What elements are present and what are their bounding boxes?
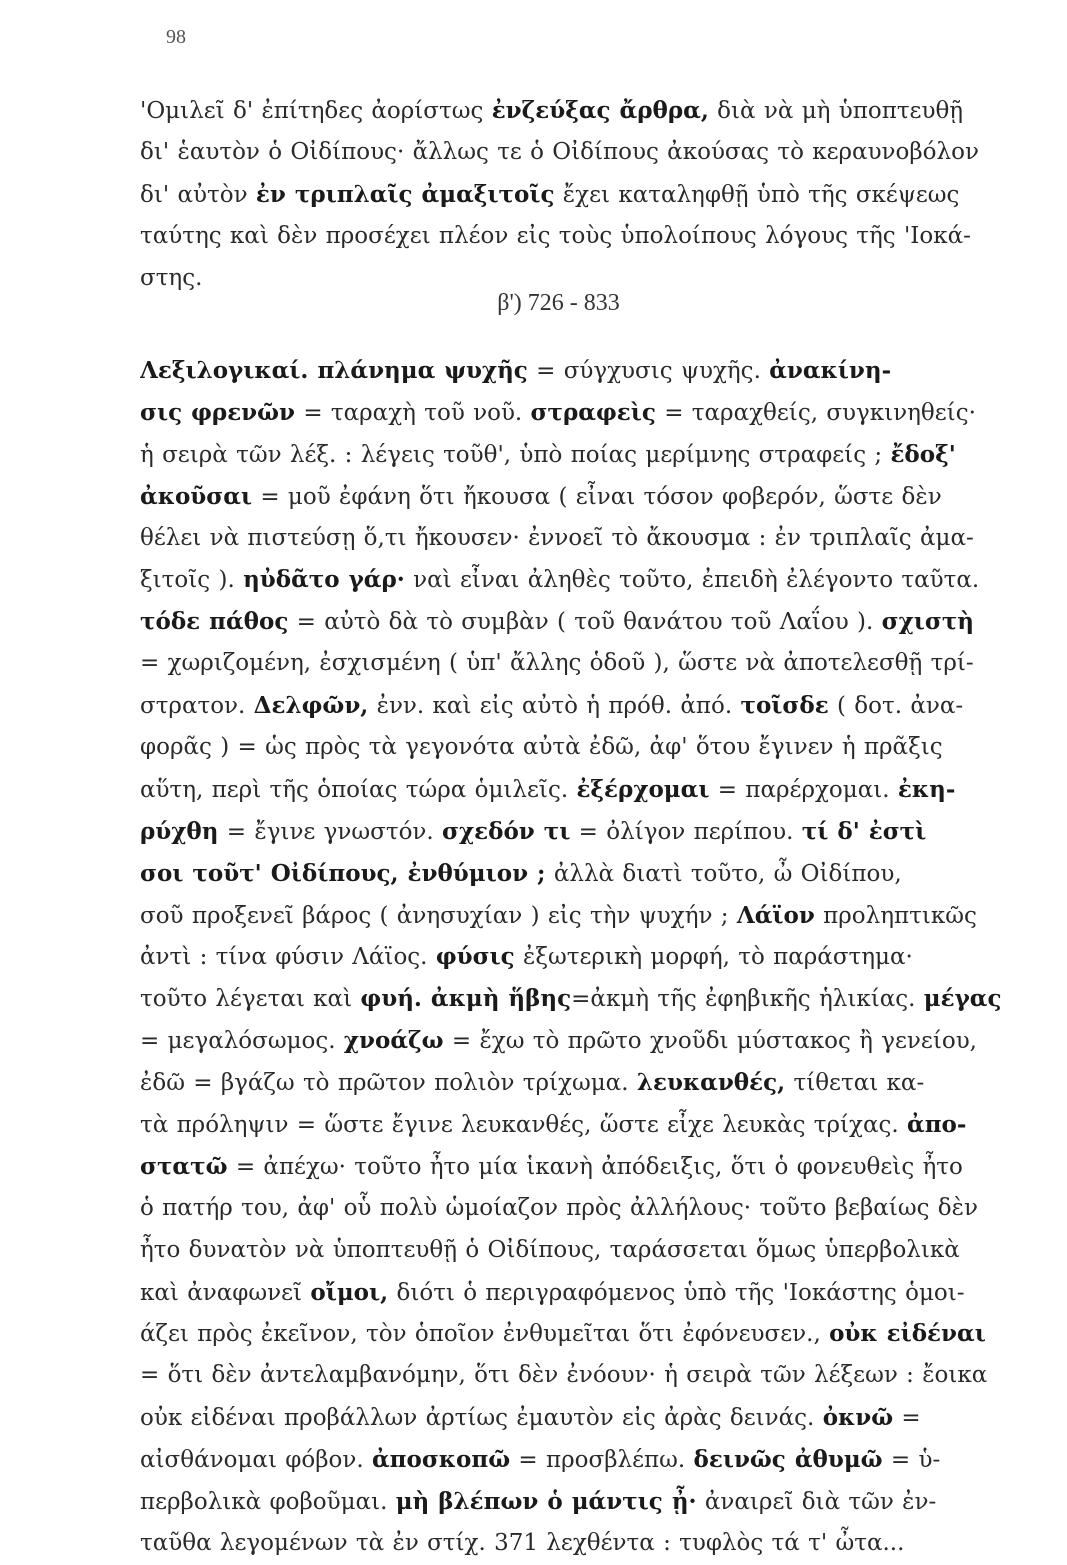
text-line: ἡ σειρὰ τῶν λέξ. : λέγεις τοῦθ', ὑπὸ ποίας μερίμνης στραφείς ; ἔδοξ' — [140, 440, 956, 468]
text-line: άζει πρὸς ἐκεῖνον, τὸν ὁποῖον ἐνθυμεῖται ὅτι ἐφόνευσεν., οὐκ εἰδέναι — [140, 1320, 986, 1348]
text-line: ἀντὶ : τίνα φύσιν Λάϊος. φύσις ἐξωτερικὴ μορφή, τὸ παράστημα· — [140, 943, 913, 971]
text-line: δι' ἑαυτὸν ὁ Οἰδίπους· ἄλλως τε ὁ Οἰδίπους ἀκούσας τὸ κεραυνοβόλον — [140, 138, 979, 165]
text-line: αἰσθάνομαι φόβον. ἀποσκοπῶ = προσβλέπω. δεινῶς ἀθυμῶ = ὑ- — [140, 1446, 941, 1474]
text-line: ἀκοῦσαι = μοῦ ἐφάνη ὅτι ἤκουσα ( εἶναι τόσον φοβερόν, ὥστε δὲν — [140, 482, 942, 510]
text-line: δι' αὐτὸν ἐν τριπλαῖς ἀμαξιτοῖς ἔχει καταληφθῇ ὑπὸ τῆς σκέψεως — [140, 180, 960, 208]
page-number: 98 — [166, 26, 186, 48]
section-heading: β') 726 - 833 — [497, 290, 620, 316]
text-line: ἐδῶ = βγάζω τὸ πρῶτον πολιὸν τρίχωμα. λευκανθές, τίθεται κα- — [140, 1069, 925, 1097]
text-line: φορᾶς ) = ὡς πρὸς τὰ γεγονότα αὐτὰ ἐδῶ, ἀφ' ὅτου ἔγινεν ἡ πρᾶξις — [140, 734, 943, 761]
vocabulary-paragraph — [140, 350, 1048, 1565]
text-line: στατῶ = ἀπέχω· τοῦτο ἦτο μία ἱκανὴ ἀπόδειξις, ὅτι ὁ φονευθεὶς ἦτο — [140, 1152, 963, 1180]
text-line: αὕτη, περὶ τῆς ὁποίας τώρα ὁμιλεῖς. ἐξέρχομαι = παρέρχομαι. ἐκη- — [140, 775, 956, 803]
text-line: ξιτοῖς ). ηὐδᾶτο γάρ· ναὶ εἶναι ἀληθὲς τοῦτο, ἐπειδὴ ἐλέγοντο ταῦτα. — [140, 566, 980, 594]
text-line: Λεξιλογικαί. πλάνημα ψυχῆς = σύγχυσις ψυχῆς. ἀνακίνη- — [140, 357, 892, 384]
text-line: = χωριζομένη, ἐσχισμένη ( ὑπ' ἄλλης ὁδοῦ ), ὥστε νὰ ἀποτελεσθῇ τρί- — [140, 650, 974, 677]
text-line: ὁ πατήρ του, ἀφ' οὗ πολὺ ὡμοίαζον πρὸς ἀλλήλους· τοῦτο βεβαίως δὲν — [140, 1194, 978, 1221]
text-line: τὰ πρόληψιν = ὥστε ἔγινε λευκανθές, ὥστε εἶχε λευκὰς τρίχας. ἀπο- — [140, 1111, 967, 1139]
text-line: τόδε πάθος = αὐτὸ δὰ τὸ συμβὰν ( τοῦ θανάτου τοῦ Λαΐου ). σχιστὴ — [140, 608, 975, 636]
text-line: σοι τοῦτ' Οἰδίπους, ἐνθύμιον ; ἀλλὰ διατὶ τοῦτο, ὦ Οἰδίπου, — [140, 859, 902, 887]
intro-paragraph — [140, 90, 1048, 299]
text-line: οὐκ εἰδέναι προβάλλων ἀρτίως ἐμαυτὸν εἰς ἀρὰς δεινάς. ὀκνῶ = — [140, 1404, 921, 1432]
text-line: ταῦθα λεγομένων τὰ ἐν στίχ. 371 λεχθέντα : τυφλὸς τά τ' ὦτα... — [140, 1529, 905, 1556]
text-line: θέλει νὰ πιστεύσῃ ὅ,τι ἤκουσεν· ἐννοεῖ τὸ ἄκουσμα : ἐν τριπλαῖς ἀμα- — [140, 524, 974, 551]
text-line: σις φρενῶν = ταραχὴ τοῦ νοῦ. στραφεὶς = ταραχθείς, συγκινηθείς· — [140, 398, 976, 426]
text-line: ρύχθη = ἔγινε γνωστόν. σχεδόν τι = ὀλίγον περίπου. τί δ' ἐστὶ — [140, 817, 927, 845]
text-line: = μεγαλόσωμος. χνοάζω = ἔχω τὸ πρῶτο χνοῦδι μύστακος ἢ γενείου, — [140, 1027, 977, 1055]
text-line: 'Ομιλεῖ δ' ἐπίτηδες ἀορίστως ἐνζεύξας ἄρθρα, διὰ νὰ μὴ ὑποπτευθῇ — [140, 97, 964, 124]
text-line: σοῦ προξενεῖ βάρος ( ἀνησυχίαν ) εἰς τὴν ψυχήν ; Λάϊον προληπτικῶς — [140, 901, 977, 929]
text-line: καὶ ἀναφωνεῖ οἴμοι, διότι ὁ περιγραφόμενος ὑπὸ τῆς 'Ιοκάστης ὁμοι- — [140, 1278, 965, 1306]
text-line: στρατον. Δελφῶν, ἐνν. καὶ εἰς αὐτὸ ἡ πρόθ. ἀπό. τοῖσδε ( δοτ. ἀνα- — [140, 692, 964, 720]
text-line: = ὅτι δὲν ἀντελαμβανόμην, ὅτι δὲν ἐνόουν· ἡ σειρὰ τῶν λέξεων : ἔοικα — [140, 1362, 988, 1389]
text-line: περβολικὰ φοβοῦμαι. μὴ βλέπων ὁ μάντις ᾖ· ἀναιρεῖ διὰ τῶν ἐν- — [140, 1488, 937, 1516]
text-line: τοῦτο λέγεται καὶ φυή. ἀκμὴ ἥβης=ἀκμὴ τῆς ἐφηβικῆς ἡλικίας. μέγας — [140, 985, 1002, 1013]
text-line: ταύτης καὶ δὲν προσέχει πλέον εἰς τοὺς ὑπολοίπους λόγους τῆς 'Ιοκά- — [140, 222, 971, 249]
text-line: ἦτο δυνατὸν νὰ ὑποπτευθῇ ὁ Οἰδίπους, ταράσσεται ὅμως ὑπερβολικὰ — [140, 1236, 960, 1263]
text-line: στης. — [140, 264, 203, 291]
